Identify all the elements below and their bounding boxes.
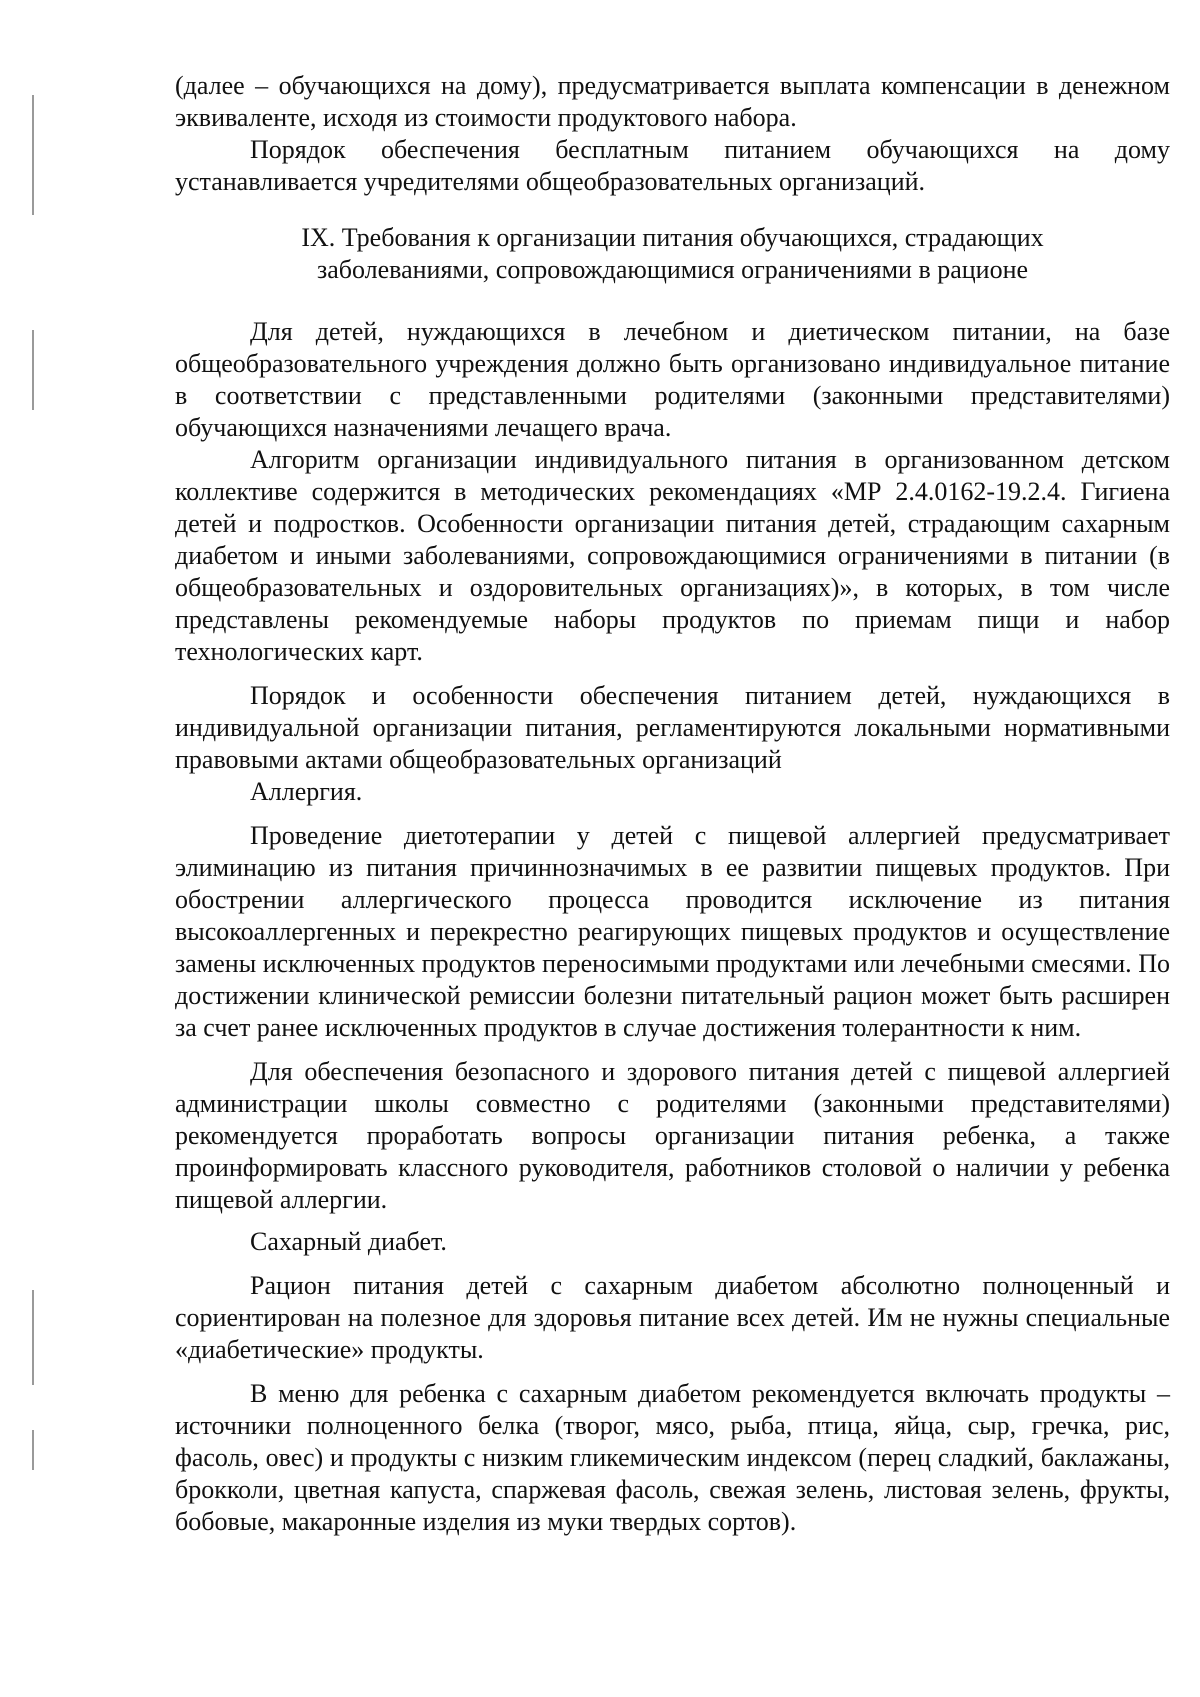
subheading-diabetes: Сахарный диабет. — [250, 1227, 447, 1256]
document-body — [175, 70, 1170, 1538]
body-paragraph: Для детей, нуждающихся в лечебном и диетическом питании, на базе общеобразовательного учреждения должно быть организовано индивидуальное питание в соответствии с представленными родителями (законными представителями) обучающихся назначениями лечащего врача. — [175, 317, 1170, 442]
intro-paragraph: (далее – обучающихся на дому), предусматривается выплата компенсации в денежном эквиваленте, исходя из стоимости продуктового набора. — [175, 71, 1170, 132]
scan-margin-line — [32, 1290, 34, 1385]
scan-margin-line — [32, 1430, 34, 1470]
body-paragraph: Порядок и особенности обеспечения питанием детей, нуждающихся в индивидуальной организации питания, регламентируются локальными нормативными правовыми актами общеобразовательных организаций — [175, 681, 1170, 774]
body-paragraph: В меню для ребенка с сахарным диабетом рекомендуется включать продукты – источники полноценного белка (творог, мясо, рыба, птица, яйца, сыр, гречка, рис, фасоль, овес) и продукты с низким гликемическим индексом (перец сладкий, баклажаны, брокколи, цветная капуста, спаржевая фасоль, свежая зелень, листовая зелень, фрукты, бобовые, макаронные изделия из муки твердых сортов). — [175, 1379, 1170, 1536]
body-paragraph: Алгоритм организации индивидуального питания в организованном детском коллективе содержится в методических рекомендациях «МР 2.4.0162-19.2.4. Гигиена детей и подростков. Особенности организации питания детей, страдающим сахарным диабетом и иными заболеваниями, сопровождающимися ограничениями в питании (в общеобразовательных и оздоровительных организациях)», в которых, в том числе представлены рекомендуемые наборы продуктов по приемам пищи и набор технологических карт. — [175, 445, 1170, 666]
subheading-allergy: Аллергия. — [250, 777, 363, 806]
body-paragraph: Для обеспечения безопасного и здорового питания детей с пищевой аллергией администрации школы совместно с родителями (законными представителями) рекомендуется проработать вопросы организации питания ребенка, а также проинформировать классного руководителя, работников столовой о наличии у ребенка пищевой аллергии. — [175, 1057, 1170, 1214]
body-paragraph: Проведение диетотерапии у детей с пищевой аллергией предусматривает элиминацию из питания причиннозначимых в ее развитии пищевых продуктов. При обострении аллергического процесса проводится исключение из питания высокоаллергенных и перекрестно реагирующих пищевых продуктов и осуществление замены исключенных продуктов переносимыми продуктами или лечебными смесями. По достижении клинической ремиссии болезни питательный рацион может быть расширен за счет ранее исключенных продуктов в случае достижения толерантности к ним. — [175, 821, 1170, 1042]
intro-paragraph: Порядок обеспечения бесплатным питанием обучающихся на дому устанавливается учредителями общеобразовательных организаций. — [175, 135, 1170, 196]
section-heading — [175, 222, 1170, 286]
body-paragraph: Рацион питания детей с сахарным диабетом абсолютно полноценный и сориентирован на полезное для здоровья питание всех детей. Им не нужны специальные «диабетические» продукты. — [175, 1271, 1170, 1364]
scan-margin-line — [32, 95, 34, 215]
section-heading-text: IX. Требования к организации питания обучающихся, страдающих заболеваниями, сопровождающимися ограничениями в рационе — [301, 223, 1044, 284]
scan-margin-line — [32, 330, 34, 410]
